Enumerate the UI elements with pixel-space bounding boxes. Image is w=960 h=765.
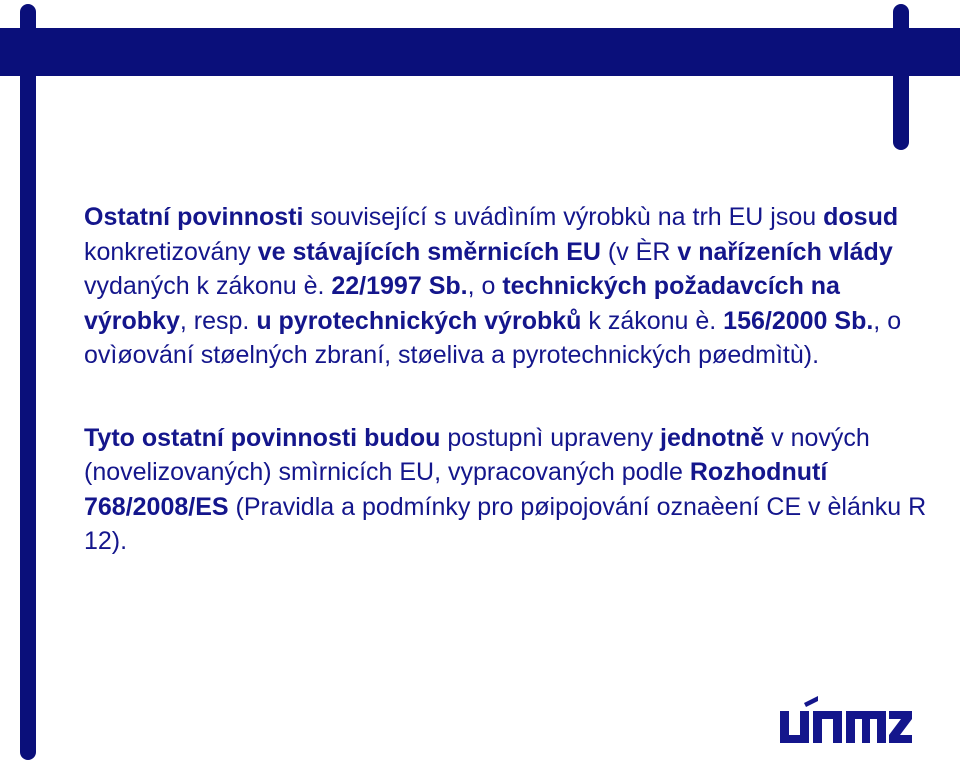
text: související s uvádìním výrobkù na trh EU jsou [303,203,824,231]
text: k zákonu è. [581,306,724,335]
text: vydaných k zákonu è. [84,272,332,300]
text: , o [467,272,503,300]
logo-letter-m [846,711,886,743]
text: (v ÈR [600,237,678,266]
text-bold: technických požadavcích na výrobky [84,272,840,335]
logo-letter-u [780,711,809,743]
text-bold: dosud [823,203,899,231]
text-bold: Tyto ostatní povinnosti budou [84,423,441,452]
text: v nových (novelizovaných) smìrnicích EU, vypracovaných podle [84,423,870,486]
text-bold: v nařízeních vlády [677,237,893,266]
text-bold: Ostatní povinnosti [84,203,304,231]
top-frame-bar [0,28,960,76]
text: konkretizovány [84,237,258,266]
logo-letter-n [813,711,842,743]
text-bold: 22/1997 Sb. [331,272,468,300]
logo-roof-mark [804,696,818,707]
unmz-logo [778,693,914,749]
text: , resp. [179,306,257,335]
logo-letter-z [889,711,912,743]
right-frame-bar [893,4,909,150]
text-bold: jednotně [660,423,765,452]
text-bold: Rozhodnutí 768/2008/ES [84,458,828,521]
paragraph-obligations [84,200,944,373]
text-bold: 156/2000 Sb. [723,306,874,335]
text: (Pravidla a podmínky pro pøipojování oznaèení CE v èlánku R 12). [84,492,927,555]
text: postupnì upraveny [440,423,661,452]
text: , o ovìøování støelných zbraní, støeliva a pyrotechnických pøedmìtù). [84,306,902,369]
left-frame-bar [20,4,36,760]
slide-content [84,200,944,559]
text-bold: u pyrotechnických výrobků [256,306,582,335]
text-bold: ve stávajících směrnicích EU [257,237,601,266]
paragraph-future-obligations [84,421,944,559]
